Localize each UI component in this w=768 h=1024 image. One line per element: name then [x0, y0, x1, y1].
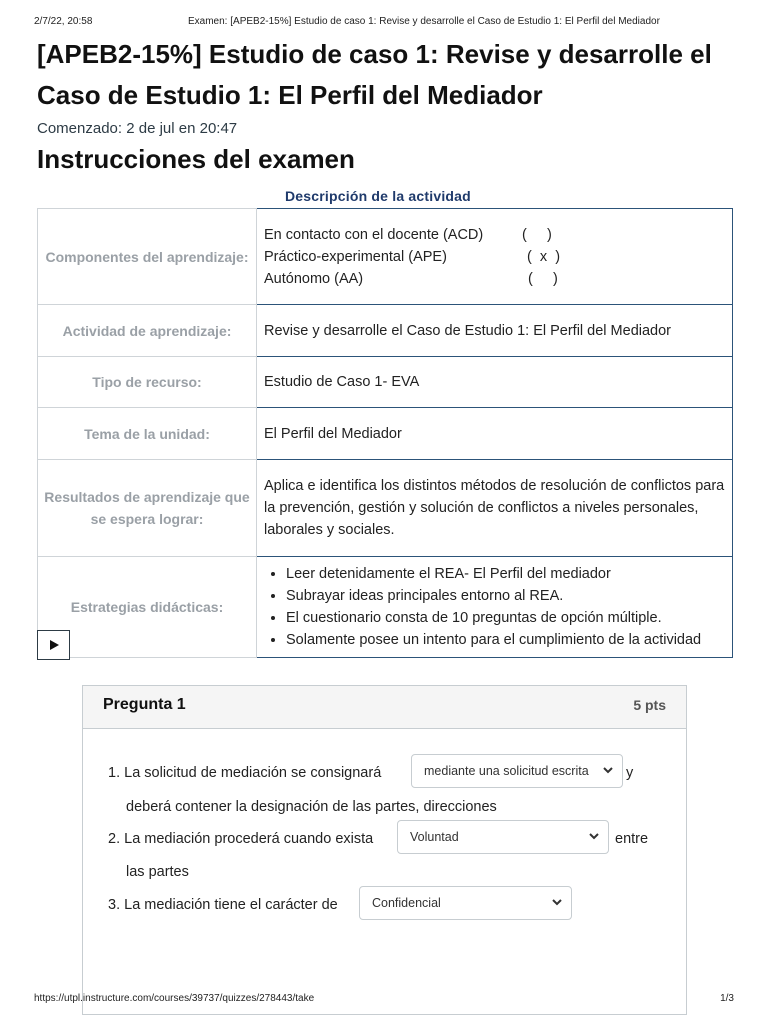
strategies-value: [257, 557, 733, 658]
resource-type-label: Tipo de recurso:: [38, 357, 257, 408]
learning-activity-value: Revise y desarrolle el Caso de Estudio 1: El Perfil del Mediador: [257, 305, 733, 357]
unit-topic-value: El Perfil del Mediador: [257, 408, 733, 460]
question-title: Pregunta 1: [103, 696, 186, 713]
blank-3-selected-value: Confidencial: [372, 896, 441, 910]
component-item: Práctico-experimental (APE) ( x ): [264, 248, 561, 265]
blank-2-select[interactable]: [397, 820, 609, 854]
list-item: • Leer detenidamente el REA- El Perfil del mediador: [286, 563, 725, 585]
quiz-title: [APEB2-15%] Estudio de caso 1: Revise y desarrolle el Caso de Estudio 1: El Perfil del Mediador: [37, 39, 712, 110]
question-header: [83, 686, 686, 729]
blank-3-select[interactable]: [359, 886, 572, 920]
play-button[interactable]: [37, 630, 70, 660]
print-footer: [34, 993, 734, 1007]
question-1: [82, 685, 687, 1015]
chevron-down-icon: [588, 830, 600, 842]
activity-table: [37, 208, 733, 658]
component-item: Autónomo (AA) ( ): [264, 270, 558, 287]
blank-1-after: y: [626, 765, 634, 781]
list-item: • El cuestionario consta de 10 preguntas de opción múltiple.: [286, 607, 725, 629]
item-1-continuation: deberá contener la designación de las partes, direcciones: [126, 799, 497, 815]
strategies-list: [264, 563, 725, 651]
table-row: [38, 209, 733, 305]
instructions-heading: Instrucciones del examen: [37, 144, 355, 174]
list-item: • Subrayar ideas principales entorno al REA.: [286, 585, 725, 607]
chevron-down-icon: [602, 764, 614, 776]
components-value: [257, 209, 733, 305]
question-item: 1. La solicitud de mediación se consignará: [108, 765, 382, 781]
print-header: [34, 16, 734, 30]
blank-1-select[interactable]: [411, 754, 623, 788]
unit-topic-label: Tema de la unidad:: [38, 408, 257, 460]
table-row: [38, 305, 733, 357]
question-item: 2. La mediación procederá cuando exista: [108, 831, 374, 847]
play-icon: [49, 640, 59, 650]
table-row: [38, 557, 733, 658]
page-number: 1/3: [720, 993, 734, 1004]
activity-caption: Descripción de la actividad: [285, 188, 471, 204]
table-row: [38, 460, 733, 557]
expected-results-value: Aplica e identifica los distintos métodos de resolución de conflictos para la prevención, gestión y solución de conflictos a niveles personales, laborales y sociales.: [257, 460, 733, 557]
list-item: • Solamente posee un intento para el cumplimiento de la actividad: [286, 629, 725, 651]
component-item: En contacto con el docente (ACD) ( ): [264, 226, 552, 243]
question-points: 5 pts: [633, 697, 666, 713]
blank-1-selected-value: mediante una solicitud escrita: [424, 764, 589, 778]
components-label: Componentes del aprendizaje:: [38, 209, 257, 305]
learning-activity-label: Actividad de aprendizaje:: [38, 305, 257, 357]
table-row: [38, 408, 733, 460]
resource-type-value: Estudio de Caso 1- EVA: [257, 357, 733, 408]
print-url: https://utpl.instructure.com/courses/39737/quizzes/278443/take: [34, 993, 315, 1004]
table-row: [38, 357, 733, 408]
print-title: Examen: [APEB2-15%] Estudio de caso 1: Revise y desarrolle el Caso de Estudio 1: El Perfil del Mediador: [188, 16, 660, 27]
chevron-down-icon: [551, 896, 563, 908]
expected-results-label: Resultados de aprendizaje que se espera lograr:: [38, 460, 257, 557]
blank-2-after: entre: [615, 831, 649, 847]
started-time: Comenzado: 2 de jul en 20:47: [37, 120, 238, 137]
print-datetime: 2/7/22, 20:58: [34, 16, 93, 27]
question-item: 3. La mediación tiene el carácter de: [108, 897, 338, 913]
blank-2-selected-value: Voluntad: [410, 830, 459, 844]
item-2-continuation: las partes: [126, 864, 189, 880]
strategies-label: Estrategias didácticas:: [38, 557, 257, 658]
